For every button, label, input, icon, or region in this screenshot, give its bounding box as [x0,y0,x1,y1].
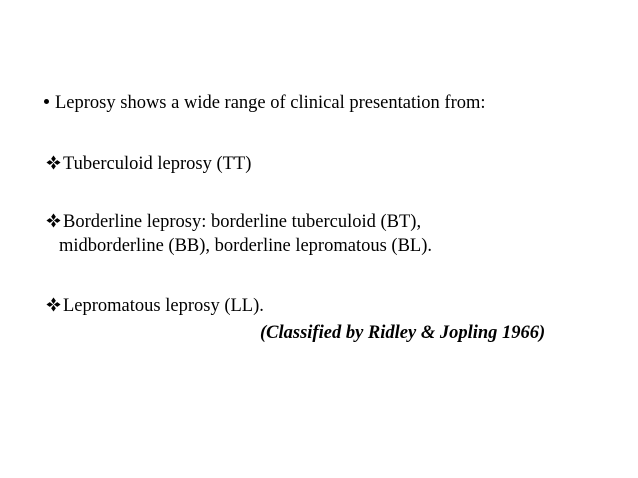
intro-line [44,92,486,114]
bullet-dot-icon [44,99,49,104]
list-item-text: Tuberculoid leprosy (TT) [63,154,252,174]
four-diamond-icon [46,213,61,228]
four-diamond-icon [46,297,61,312]
intro-text: Leprosy shows a wide range of clinical presentation from: [55,93,486,113]
list-item-text: Lepromatous leprosy (LL). [63,296,264,316]
four-diamond-icon [46,155,61,170]
citation: (Classified by Ridley & Jopling 1966) [260,323,546,343]
list-item-tt [46,153,251,175]
list-item-borderline [46,211,421,233]
list-item-ll [46,295,264,317]
list-item-borderline-continuation: midborderline (BB), borderline lepromatous (BL). [59,236,432,256]
list-item-text: Borderline leprosy: borderline tuberculoid (BT), [63,212,422,232]
